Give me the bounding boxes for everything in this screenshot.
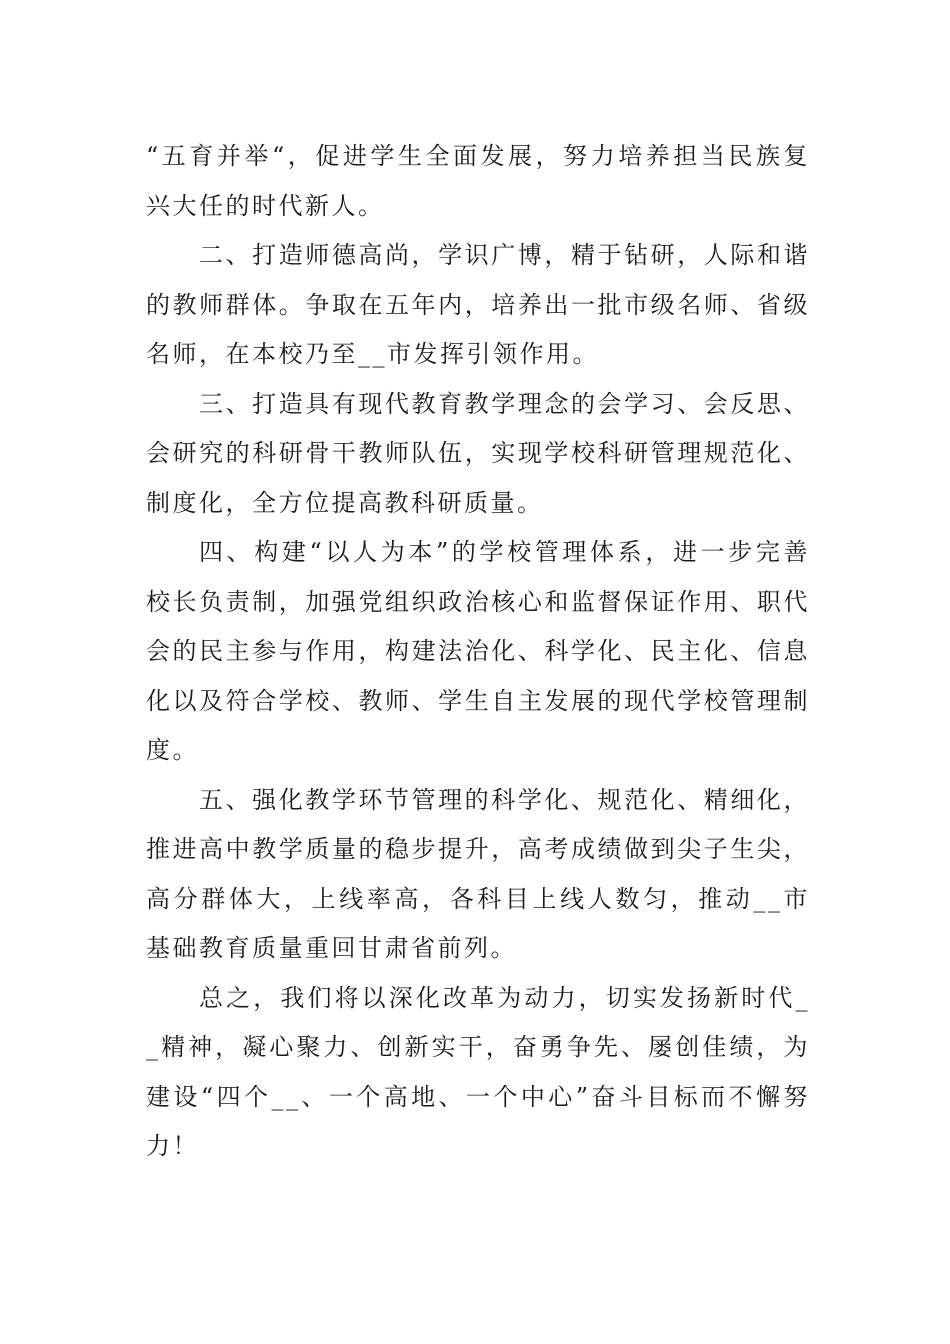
paragraph-item-5: 五、强化教学环节管理的科学化、规范化、精细化，推进高中教学质量的稳步提升，高考成绩做到尖子生尖，高分群体大，上线率高，各科目上线人数匀，推动__市基础教育质量重回甘肃省前列。 — [146, 785, 810, 962]
paragraph-continuation: “五育并举“，促进学生全面发展，努力培养担当民族复兴大任的时代新人。 — [146, 142, 810, 220]
paragraph-item-3: 三、打造具有现代教育教学理念的会学习、会反思、会研究的科研骨干教师队伍，实现学校科研管理规范化、制度化，全方位提高教科研质量。 — [146, 389, 810, 517]
paragraph-item-4: 四、构建“以人为本”的学校管理体系，进一步完善校长负责制，加强党组织政治核心和监督保证作用、职代会的民主参与作用，构建法治化、科学化、民主化、信息化以及符合学校、教师、学生自主发展的现代学校管理制度。 — [146, 538, 810, 764]
paragraph-conclusion: 总之，我们将以深化改革为动力，切实发扬新时代__精神，凝心聚力、创新实干，奋勇争先、屡创佳绩，为建设“四个__、一个高地、一个中心”奋斗目标而不懈努力！ — [146, 983, 810, 1160]
document-body — [146, 132, 810, 1172]
paragraph-item-2: 二、打造师德高尚，学识广博，精于钻研，人际和谐的教师群体。争取在五年内，培养出一批市级名师、省级名师，在本校乃至__市发挥引领作用。 — [146, 241, 810, 368]
